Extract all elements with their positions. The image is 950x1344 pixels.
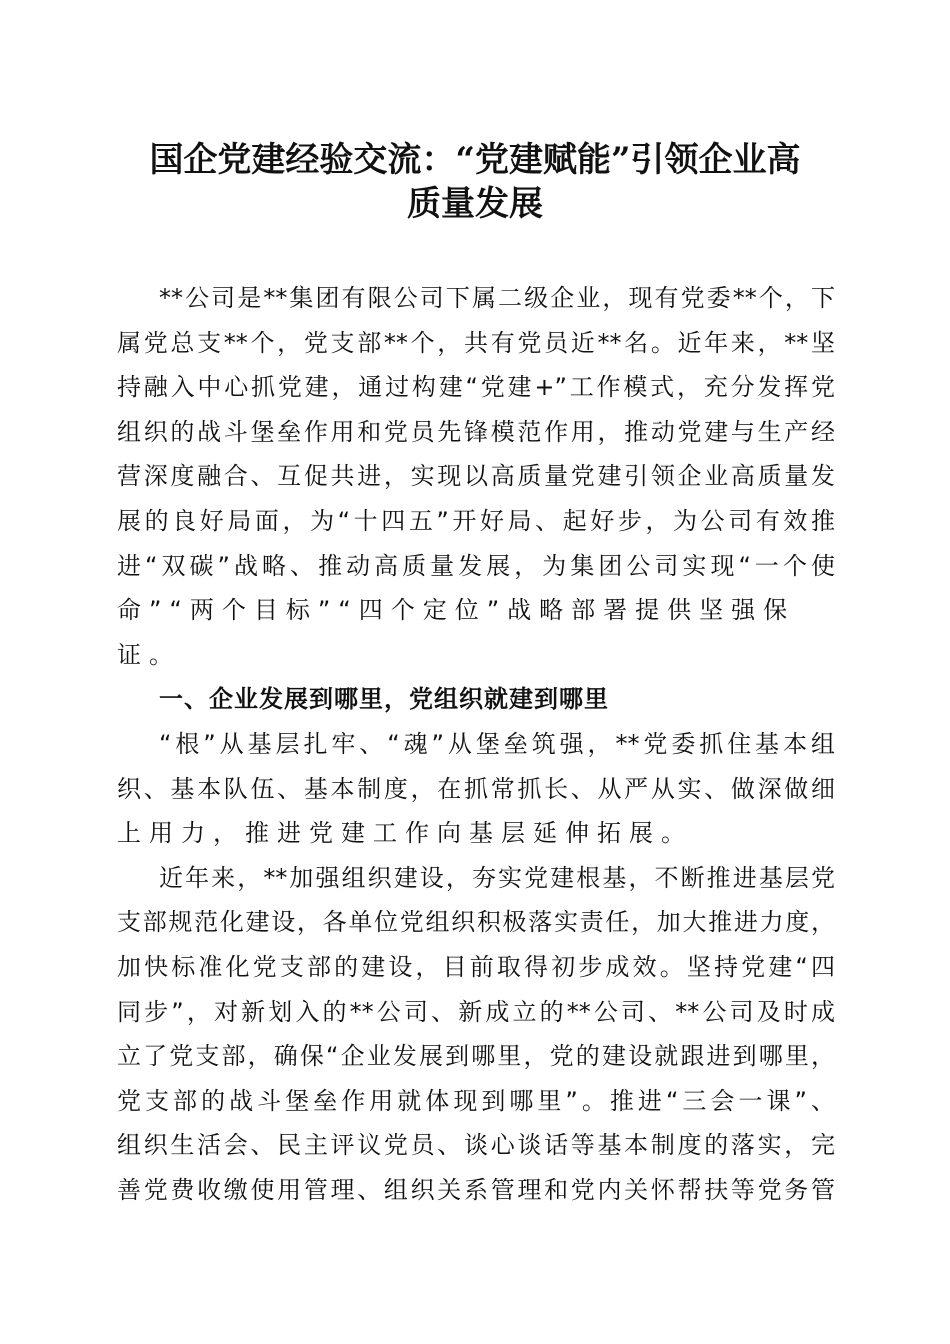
paragraph-line: 进“双碳”战略、推动高质量发展，为集团公司实现“一个使 xyxy=(117,551,835,580)
paragraph-line: 持融入中心抓党建，通过构建“党建+”工作模式，充分发挥党 xyxy=(117,373,835,402)
paragraph-line: 组织的战斗堡垒作用和党员先锋模范作用，推动党建与生产经 xyxy=(117,417,835,446)
paragraph-line: 立了党支部，确保“企业发展到哪里，党的建设就跟进到哪里， xyxy=(117,1042,835,1071)
document-body xyxy=(117,276,835,1212)
document-title xyxy=(100,138,850,226)
paragraph-line: “根”从基层扎牢、“魂”从堡垒筑强，**党委抓住基本组 xyxy=(159,729,835,758)
paragraph-line: 近年来，**加强组织建设，夯实党建根基，不断推进基层党 xyxy=(159,863,835,892)
paragraph xyxy=(117,856,835,1213)
paragraph-line: 织、基本队伍、基本制度，在抓常抓长、从严从实、做深做细 xyxy=(117,774,835,803)
paragraph-line: 加快标准化党支部的建设，目前取得初步成效。坚持党建“四 xyxy=(117,952,835,981)
paragraph xyxy=(117,276,835,677)
paragraph-line: 展的良好局面，为“十四五”开好局、起好步，为公司有效推 xyxy=(117,506,835,535)
paragraph-line: 属党总支**个，党支部**个，共有党员近**名。近年来，**坚 xyxy=(117,328,835,357)
paragraph-line: 善党费收缴使用管理、组织关系管理和党内关怀帮扶等党务管 xyxy=(117,1175,835,1204)
title-line-1: 国企党建经验交流：“党建赋能”引领企业高 xyxy=(149,140,801,180)
title-line-2: 质量发展 xyxy=(407,184,543,224)
paragraph-line: 支部规范化建设，各单位党组织积极落实责任，加大推进力度， xyxy=(117,908,835,937)
section-heading xyxy=(117,677,835,722)
paragraph-line: 组织生活会、民主评议党员、谈心谈话等基本制度的落实，完 xyxy=(117,1131,835,1160)
paragraph-line: 同步”，对新划入的**公司、新成立的**公司、**公司及时成 xyxy=(117,997,835,1026)
paragraph-line: **公司是**集团有限公司下属二级企业，现有党委**个，下 xyxy=(159,284,835,312)
paragraph-line: 营深度融合、互促共进，实现以高质量党建引领企业高质量发 xyxy=(117,462,835,491)
heading-text: 一、企业发展到哪里，党组织就建到哪里 xyxy=(159,685,609,714)
paragraph-line: 党支部的战斗堡垒作用就体现到哪里”。推进“三会一课”、 xyxy=(117,1086,835,1115)
paragraph-line: 上用力，推进党建工作向基层延伸拓展。 xyxy=(117,819,693,848)
paragraph-line: 命”“两个目标”“四个定位”战略部署提供坚强保证。 xyxy=(117,596,796,669)
paragraph xyxy=(117,722,835,856)
